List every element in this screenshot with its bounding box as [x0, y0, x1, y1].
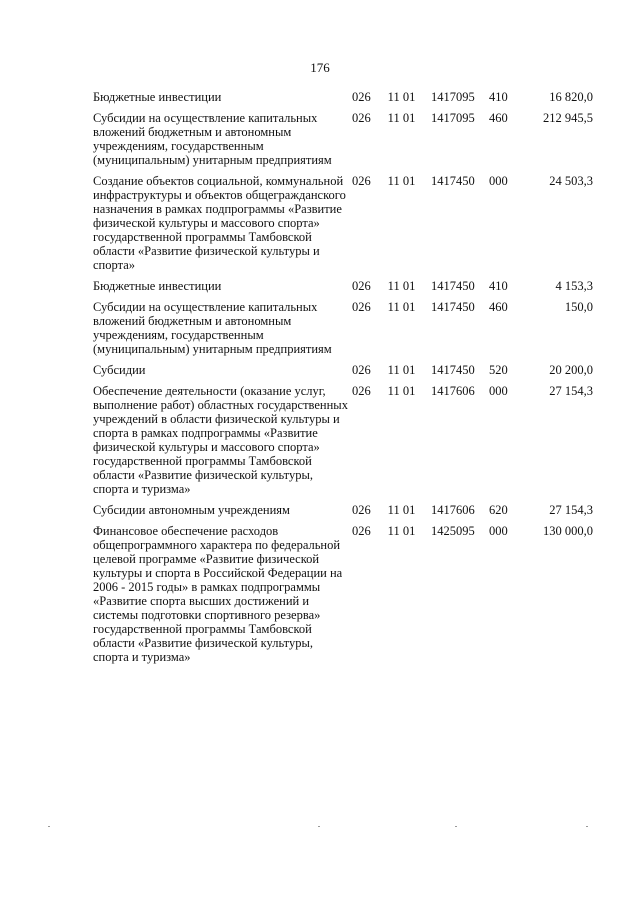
table-row — [93, 172, 593, 277]
row-vr: 410 — [489, 90, 508, 104]
row-vr: 520 — [489, 363, 508, 377]
table-row — [93, 298, 593, 361]
row-section: 11 01 — [387, 384, 416, 398]
row-section: 11 01 — [387, 503, 416, 517]
row-section: 11 01 — [387, 300, 416, 314]
row-section: 11 01 — [387, 279, 416, 293]
page-number: 176 — [310, 60, 330, 75]
row-sum: 130 000,0 — [543, 524, 593, 538]
row-csr: 1417606 — [431, 503, 475, 517]
row-sum: 212 945,5 — [543, 111, 593, 125]
row-csr: 1417095 — [431, 111, 475, 125]
row-section: 11 01 — [387, 524, 416, 538]
row-sum: 27 154,3 — [549, 384, 593, 398]
row-csr: 1417095 — [431, 90, 475, 104]
row-section: 11 01 — [387, 90, 416, 104]
row-ved: 026 — [352, 111, 371, 125]
row-ved: 026 — [352, 300, 371, 314]
row-name: Бюджетные инвестиции — [93, 279, 222, 293]
row-sum: 150,0 — [564, 300, 593, 314]
budget-table — [93, 88, 593, 669]
row-vr: 000 — [489, 384, 508, 398]
row-section: 11 01 — [387, 363, 416, 377]
row-vr: 460 — [489, 300, 508, 314]
row-sum: 27 154,3 — [549, 503, 593, 517]
row-csr: 1417450 — [431, 279, 475, 293]
table-row — [93, 109, 593, 172]
table-row — [93, 522, 593, 669]
row-sum: 4 153,3 — [555, 279, 593, 293]
row-csr: 1417450 — [431, 300, 475, 314]
row-name: Субсидии на осуществление капитальных вложений бюджетным и автономным учреждениям, государственным (муниципальным) унитарным предприятиям — [93, 300, 332, 356]
row-name: Бюджетные инвестиции — [93, 90, 222, 104]
row-csr: 1417450 — [431, 363, 475, 377]
table-row — [93, 361, 593, 382]
row-name: Субсидии — [93, 363, 146, 377]
table-row — [93, 382, 593, 501]
row-sum: 16 820,0 — [549, 90, 593, 104]
row-name: Субсидии автономным учреждениям — [93, 503, 290, 517]
table-row — [93, 501, 593, 522]
scan-mark — [48, 826, 50, 827]
row-vr: 000 — [489, 174, 508, 188]
row-name: Создание объектов социальной, коммунальной инфраструктуры и объектов общегражданского назначения в рамках подпрограммы «Развитие физической культуры и массового спорта» государственной программы Тамбовской области «Развитие физической культуры и спорта» — [93, 174, 346, 272]
row-csr: 1417606 — [431, 384, 475, 398]
row-csr: 1417450 — [431, 174, 475, 188]
row-sum: 20 200,0 — [549, 363, 593, 377]
row-vr: 460 — [489, 111, 508, 125]
scan-mark — [318, 826, 320, 827]
row-name: Субсидии на осуществление капитальных вложений бюджетным и автономным учреждениям, государственным (муниципальным) унитарным предприятиям — [93, 111, 332, 167]
row-vr: 000 — [489, 524, 508, 538]
row-ved: 026 — [352, 384, 371, 398]
row-ved: 026 — [352, 279, 371, 293]
row-name: Финансовое обеспечение расходов общепрограммного характера по федеральной целевой программе «Развитие физической культуры и спорта в Российской Федерации на 2006 - 2015 годы» в рамках подпрограммы «Развитие спорта высших достижений и системы подготовки спортивного резерва» государственной программы Тамбовской области «Развитие физической культуры, спорта и туризма» — [93, 524, 343, 664]
scan-mark — [586, 826, 588, 827]
row-sum: 24 503,3 — [549, 174, 593, 188]
row-vr: 620 — [489, 503, 508, 517]
row-section: 11 01 — [387, 111, 416, 125]
row-ved: 026 — [352, 524, 371, 538]
row-ved: 026 — [352, 363, 371, 377]
row-csr: 1425095 — [431, 524, 475, 538]
row-vr: 410 — [489, 279, 508, 293]
row-ved: 026 — [352, 90, 371, 104]
row-name: Обеспечение деятельности (оказание услуг, выполнение работ) областных государственных учреждений в области физической культуры и спорта в рамках подпрограммы «Развитие физической культуры и массового спорта» государственной программы Тамбовской области «Развитие физической культуры, спорта и туризма» — [93, 384, 348, 496]
row-ved: 026 — [352, 503, 371, 517]
row-ved: 026 — [352, 174, 371, 188]
scan-mark — [455, 826, 457, 827]
table-row — [93, 277, 593, 298]
row-section: 11 01 — [387, 174, 416, 188]
table-row — [93, 88, 593, 109]
